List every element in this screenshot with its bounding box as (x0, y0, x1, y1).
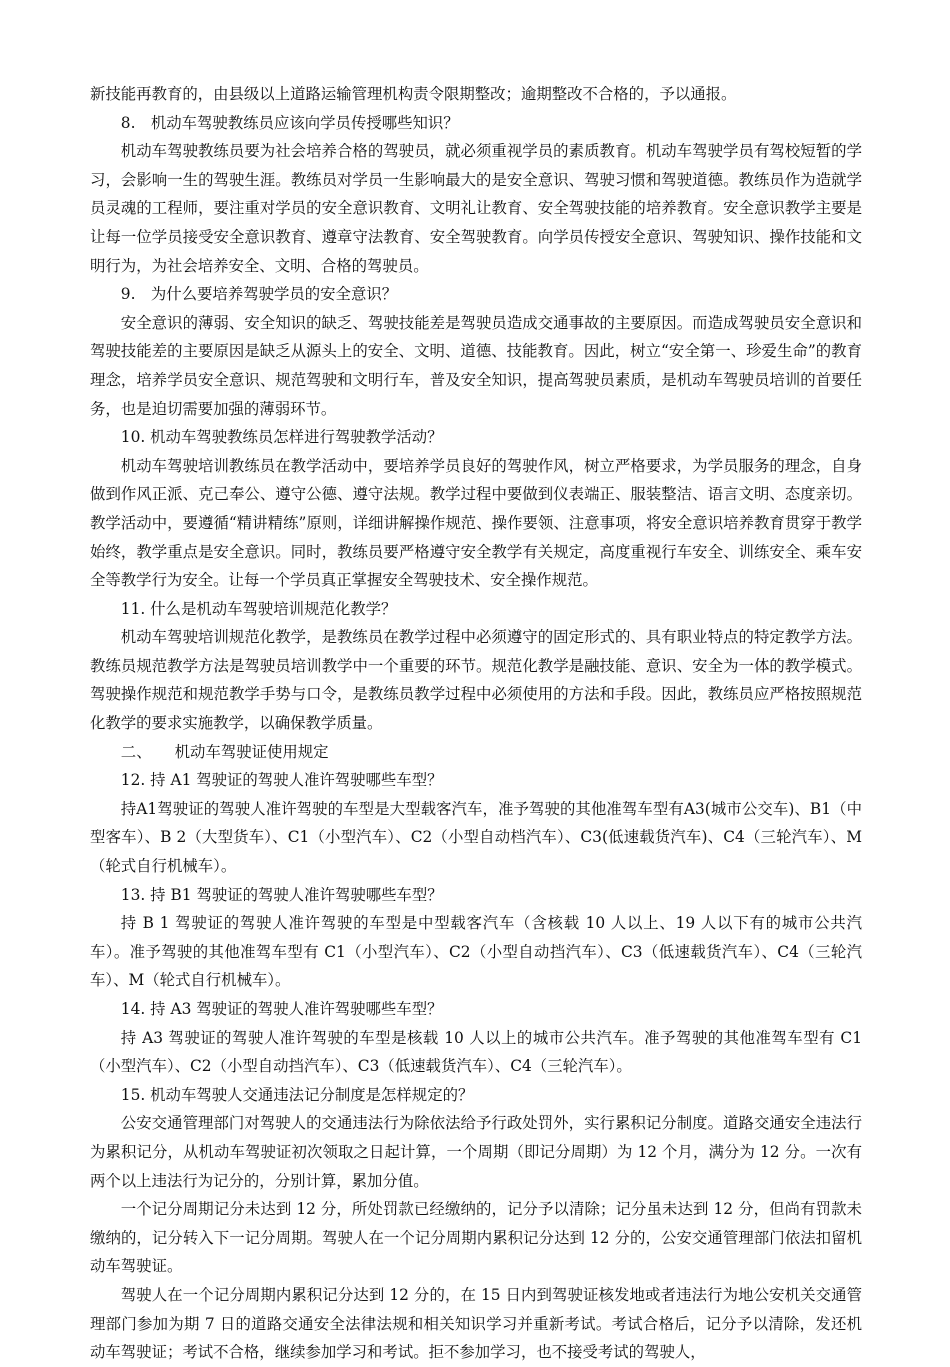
question-heading-11: 11. 什么是机动车驾驶培训规范化教学？ (120, 599, 397, 618)
question-heading-12: 12. 持 A1 驾驶证的驾驶人准许驾驶哪些车型？ (120, 771, 443, 790)
paragraph-continued: 新技能再教育的，由县级以上道路运输管理机构责令限期整改；逾期整改不合格的，予以通报。 (90, 85, 737, 103)
question-heading-10: 10. 机动车驾驶教练员怎样进行驾驶教学活动？ (120, 428, 443, 447)
answer-paragraph-14: 持 A3 驾驶证的驾驶人准许驾驶的车型是核载 10 人以上的城市公共汽车。准予驾驶的其他准驾车型有 C1（小型汽车）、C2（小型自动挡汽车）、C3（低速载货汽车）、C4（三轮汽车）。 (90, 1028, 862, 1076)
answer-paragraph-11: 机动车驾驶培训规范化教学，是教练员在教学过程中必须遵守的固定形式的、具有职业特点的特定教学方法。教练员规范教学方法是驾驶员培训教学中一个重要的环节。规范化教学是融技能、意识、安全为一体的教学模式。驾驶操作规范和规范教学手势与口令，是教练员教学过程中必须使用的方法和手段。因此，教练员应严格按照规范化教学的要求实施教学，以确保教学质量。 (90, 628, 862, 733)
answer-paragraph-13: 持 B 1 驾驶证的驾驶人准许驾驶的车型是中型载客汽车（含核载 10 人以上、19 人以下有的城市公共汽车）。准予驾驶的其他准驾车型有 C1（小型汽车）、C2（小型自动挡汽车）、C3（低速载货汽车）、C4（三轮汽车）、M（轮式自行机械车）。 (90, 914, 862, 990)
answer-paragraph-8: 机动车驾驶教练员要为社会培养合格的驾驶员，就必须重视学员的素质教育。机动车驾驶学员有驾校短暂的学习，会影响一生的驾驶生涯。教练员对学员一生影响最大的是安全意识、驾驶习惯和驾驶道德。教练员作为造就学员灵魂的工程师，要注重对学员的安全意识教育、文明礼让教育、安全驾驶技能的培养教育。安全意识教学主要是让每一位学员接受安全意识教育、遵章守法教育、安全驾驶教育。向学员传授安全意识、驾驶知识、操作技能和文明行为，为社会培养安全、文明、合格的驾驶员。 (90, 142, 862, 275)
question-heading-9: 9. 为什么要培养驾驶学员的安全意识？ (120, 285, 398, 304)
answer-paragraph-9: 安全意识的薄弱、安全知识的缺乏、驾驶技能差是驾驶员造成交通事故的主要原因。而造成驾驶员安全意识和驾驶技能差的主要原因是缺乏从源头上的安全、文明、道德、技能教育。因此，树立“安全第一、珍爱生命”的教育理念，培养学员安全意识、规范驾驶和文明行车，普及安全知识，提高驾驶员素质，是机动车驾驶员培训的首要任务，也是迫切需要加强的薄弱环节。 (90, 313, 862, 418)
section-heading-2: 二、 机动车驾驶证使用规定 (120, 742, 329, 761)
answer-paragraph-10: 机动车驾驶培训教练员在教学活动中，要培养学员良好的驾驶作风，树立严格要求，为学员服务的理念，自身做到作风正派、克己奉公、遵守公德、遵守法规。教学过程中要做到仪表端正、服装整洁、语言文明、态度亲切。教学活动中，要遵循“精讲精练”原则，详细讲解操作规范、操作要领、注意事项，将安全意识培养教育贯穿于教学始终，教学重点是安全意识。同时，教练员要严格遵守安全教学有关规定，高度重视行车安全、训练安全、乘车安全等教学行为安全。让每一个学员真正掌握安全驾驶技术、安全操作规范。 (90, 456, 862, 590)
answer-paragraph-12: 持A1驾驶证的驾驶人准许驾驶的车型是大型载客汽车，准予驾驶的其他准驾车型有A3(城市公交车)、B1（中型客车）、B 2（大型货车）、C1（小型汽车）、C2（小型自动档汽车）、C3(低速载货汽车)、C4（三轮汽车）、M（轮式自行机械车）。 (90, 799, 862, 876)
question-heading-8: 8. 机动车驾驶教练员应该向学员传授哪些知识？ (120, 113, 459, 132)
question-heading-13: 13. 持 B1 驾驶证的驾驶人准许驾驶哪些车型？ (120, 885, 443, 904)
answer-paragraph-15a: 公安交通管理部门对驾驶人的交通违法行为除依法给予行政处罚外，实行累积记分制度。道路交通安全违法行为累积记分，从机动车驾驶证初次领取之日起计算，一个周期（即记分周期）为 12 个月，满分为 12 分。一次有两个以上违法行为记分的，分别计算，累加分值。 (90, 1114, 862, 1190)
document-page (90, 80, 862, 1367)
answer-paragraph-15b: 一个记分周期记分未达到 12 分，所处罚款已经缴纳的，记分予以清除；记分虽未达到 12 分，但尚有罚款未缴纳的，记分转入下一记分周期。驾驶人在一个记分周期内累积记分达到 12 分的，公安交通管理部门依法扣留机动车驾驶证。 (90, 1200, 862, 1276)
question-heading-14: 14. 持 A3 驾驶证的驾驶人准许驾驶哪些车型？ (120, 1000, 443, 1018)
answer-paragraph-15c: 驾驶人在一个记分周期内累积记分达到 12 分的，在 15 日内到驾驶证核发地或者违法行为地公安机关交通管理部门参加为期 7 日的道路交通安全法律法规和相关知识学习并重新考试。考试合格后，记分予以清除，发还机动车驾驶证；考试不合格，继续参加学习和考试。拒不参加学习，也不接受考试的驾驶人， (90, 1285, 862, 1362)
question-heading-15: 15. 机动车驾驶人交通违法记分制度是怎样规定的？ (120, 1085, 474, 1104)
